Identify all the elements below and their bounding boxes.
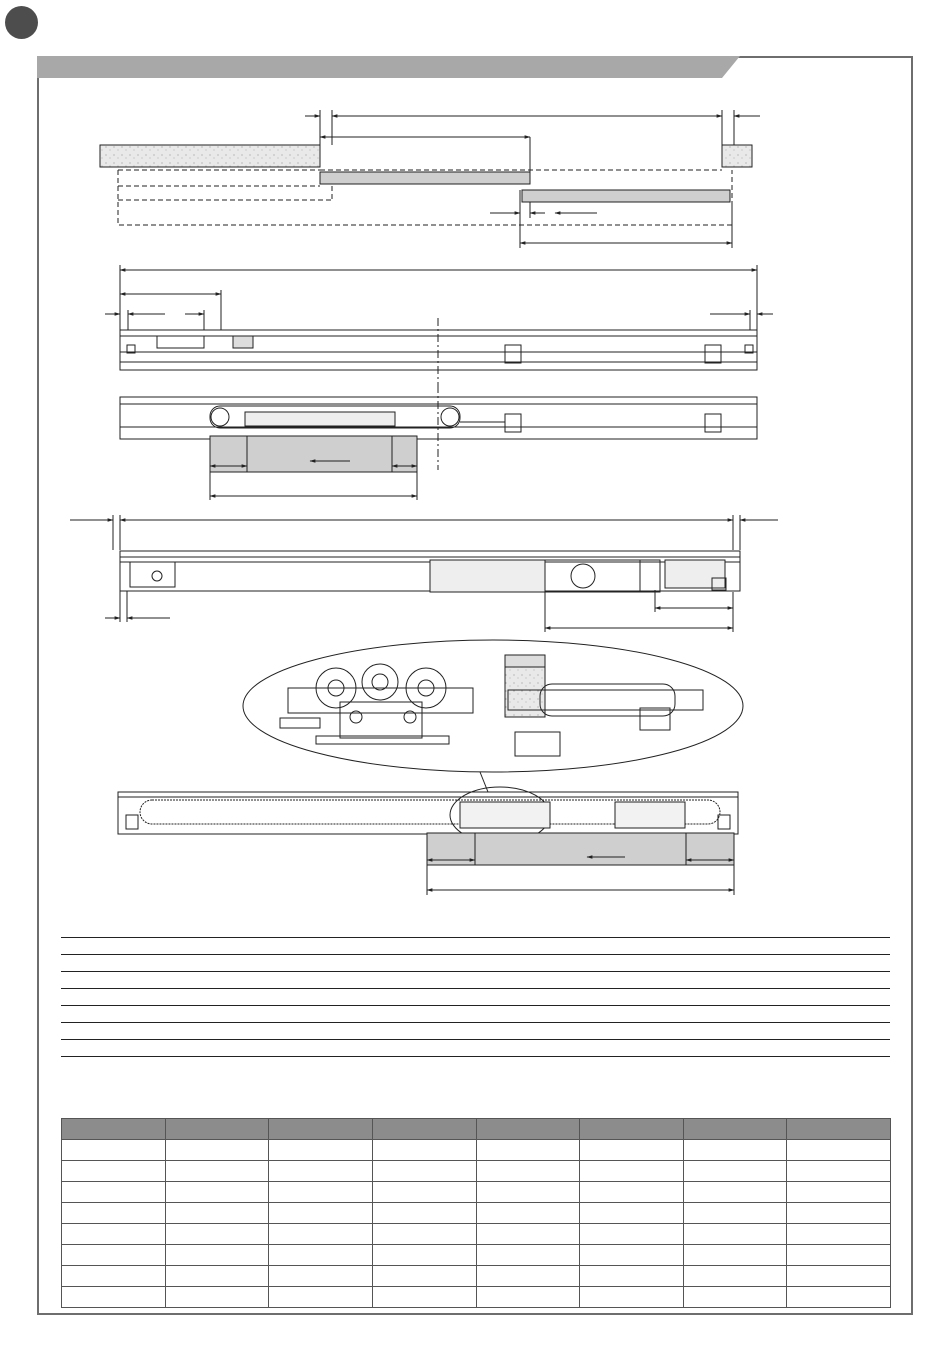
table-cell	[580, 1161, 684, 1182]
table-header-cell	[372, 1119, 476, 1140]
table-cell	[372, 1203, 476, 1224]
table-cell	[580, 1182, 684, 1203]
ruled-table	[61, 937, 890, 1057]
table-cell	[62, 1287, 166, 1308]
table-cell	[165, 1161, 269, 1182]
table-header-cell	[476, 1119, 580, 1140]
table-cell	[372, 1245, 476, 1266]
table-cell	[580, 1224, 684, 1245]
table-cell	[372, 1161, 476, 1182]
table-cell	[62, 1140, 166, 1161]
table-cell	[787, 1161, 891, 1182]
table-row	[62, 1203, 891, 1224]
table-cell	[269, 1140, 373, 1161]
table-cell	[62, 1203, 166, 1224]
table-cell	[165, 1203, 269, 1224]
table-cell	[269, 1224, 373, 1245]
table-cell	[580, 1287, 684, 1308]
opening-plan-view	[100, 110, 760, 248]
table-cell	[269, 1203, 373, 1224]
table-cell	[165, 1245, 269, 1266]
table-cell	[683, 1161, 787, 1182]
table-cell	[476, 1161, 580, 1182]
table-cell	[476, 1245, 580, 1266]
table-cell	[269, 1266, 373, 1287]
track-front-view	[105, 265, 773, 385]
table-row	[62, 1224, 891, 1245]
table-cell	[580, 1203, 684, 1224]
table-cell	[476, 1266, 580, 1287]
table-cell	[683, 1203, 787, 1224]
table-cell	[476, 1224, 580, 1245]
ruled-row	[61, 1039, 890, 1057]
table-cell	[476, 1287, 580, 1308]
track-with-carriage-view	[120, 385, 757, 500]
table-cell	[787, 1224, 891, 1245]
table-cell	[580, 1245, 684, 1266]
table-cell	[62, 1182, 166, 1203]
table-cell	[165, 1182, 269, 1203]
table-row	[62, 1161, 891, 1182]
table-header-cell	[580, 1119, 684, 1140]
table-cell	[787, 1140, 891, 1161]
table-cell	[372, 1140, 476, 1161]
table-body	[62, 1140, 891, 1308]
table-cell	[476, 1203, 580, 1224]
table-cell	[372, 1224, 476, 1245]
table-cell	[62, 1224, 166, 1245]
table-cell	[165, 1266, 269, 1287]
table-cell	[165, 1224, 269, 1245]
table-cell	[165, 1287, 269, 1308]
table-row	[62, 1245, 891, 1266]
table-cell	[165, 1140, 269, 1161]
table-cell	[269, 1161, 373, 1182]
table-header-row	[62, 1119, 891, 1140]
table-row	[62, 1266, 891, 1287]
table-cell	[269, 1287, 373, 1308]
table-cell	[787, 1203, 891, 1224]
table-cell	[372, 1287, 476, 1308]
belt-drive-view	[118, 787, 738, 895]
table-cell	[269, 1245, 373, 1266]
table-cell	[683, 1182, 787, 1203]
table-cell	[372, 1266, 476, 1287]
table-cell	[62, 1266, 166, 1287]
table-row	[62, 1287, 891, 1308]
table-cell	[269, 1182, 373, 1203]
table-cell	[62, 1245, 166, 1266]
carriage-detail-view	[243, 640, 743, 792]
table-cell	[580, 1266, 684, 1287]
table-cell	[683, 1266, 787, 1287]
table-cell	[476, 1140, 580, 1161]
ruled-row	[61, 1005, 890, 1022]
table-header-cell	[787, 1119, 891, 1140]
table-header-cell	[269, 1119, 373, 1140]
operator-motor-view	[70, 515, 778, 632]
table-row	[62, 1182, 891, 1203]
table-header-cell	[165, 1119, 269, 1140]
table-cell	[683, 1287, 787, 1308]
table-cell	[787, 1287, 891, 1308]
table-cell	[787, 1182, 891, 1203]
header-band	[37, 56, 740, 78]
table-cell	[787, 1266, 891, 1287]
table-cell	[683, 1245, 787, 1266]
table-header-cell	[62, 1119, 166, 1140]
table-header-cell	[683, 1119, 787, 1140]
ruled-row	[61, 937, 890, 954]
table-cell	[683, 1224, 787, 1245]
table-cell	[683, 1140, 787, 1161]
ruled-row	[61, 988, 890, 1005]
ruled-row	[61, 1022, 890, 1039]
table-row	[62, 1140, 891, 1161]
ruled-row	[61, 954, 890, 971]
table-cell	[476, 1182, 580, 1203]
ruled-row	[61, 971, 890, 988]
table-cell	[372, 1182, 476, 1203]
table-cell	[62, 1161, 166, 1182]
specification-table	[61, 1118, 891, 1308]
table-cell	[787, 1245, 891, 1266]
table-cell	[580, 1140, 684, 1161]
